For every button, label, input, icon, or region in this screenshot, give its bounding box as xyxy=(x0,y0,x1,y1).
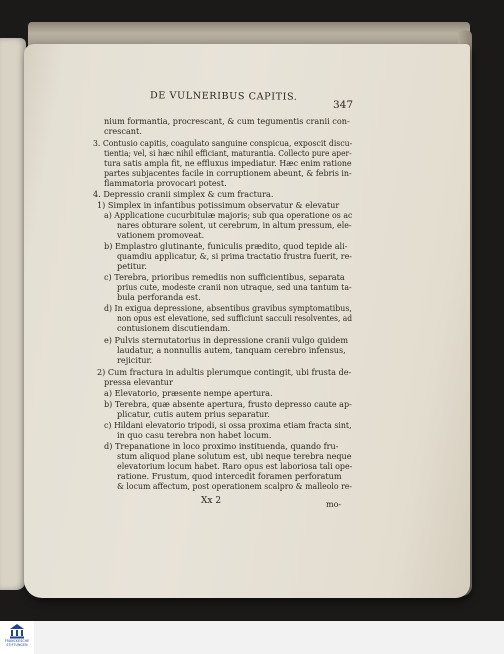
text-line: e) Pulvis sternutatorius in depressione cranii vulgo quidem xyxy=(104,335,349,345)
text-line: c) Terebra, prioribus remediis non sufficientibus, separata xyxy=(104,272,345,282)
text-line: a) Elevatorio, præsente nempe apertura. xyxy=(104,388,273,398)
text-line: bula perforanda est. xyxy=(117,292,201,302)
viewer-bottom-bar xyxy=(0,621,504,654)
running-head: DE VULNERIBUS CAPITIS. xyxy=(149,90,298,103)
text-line: 3. Contusio capitis, coagulato sanguine conspicua, exposcit discu- xyxy=(93,138,353,148)
text-line: nium formantia, procrescant, & cum tegumentis cranii con- xyxy=(104,116,350,126)
text-line: non opus est elevatione, sed sufficiunt sacculi resolventes, ad xyxy=(117,313,353,323)
text-line: prius cute, modeste cranii non utraque, sed una tantum ta- xyxy=(117,282,352,292)
library-logo-text xyxy=(2,640,32,647)
text-line: pressa elevantur xyxy=(104,377,173,387)
text-line: in quo casu terebra non habet locum. xyxy=(117,430,272,440)
text-line: plicatur, cutis autem prius separatur. xyxy=(117,409,270,419)
text-line: 1) Simplex in infantibus potissimum observatur & elevatur xyxy=(97,200,340,210)
text-line: contusionem discutiendam. xyxy=(117,323,231,333)
library-logo xyxy=(0,621,34,654)
text-line: & locum affectum, post operationem scalpro & malleolo re- xyxy=(117,481,353,491)
text-line: d) Trepanatione in loco proximo instituenda, quando fru- xyxy=(104,441,339,451)
logo-text-line: FRANCKESCHE xyxy=(4,639,30,643)
logo-text-line: STIFTUNGEN xyxy=(6,642,28,647)
page-number: 347 xyxy=(333,99,354,111)
text-line: flammatoria provocari potest. xyxy=(104,178,227,188)
catchword: mo- xyxy=(326,500,342,509)
text-line: stum aliquod plane solutum est, ubi neque terebra neque xyxy=(117,451,352,461)
text-line: elevatorium locum habet. Raro opus est laboriosa tali ope- xyxy=(117,461,353,471)
text-line: 2) Cum fractura in adultis plerumque contingit, ubi frusta de- xyxy=(97,367,352,377)
text-line: d) In exigua depressione, absentibus gravibus symptomatibus, xyxy=(104,303,352,313)
text-line: ratione. Frustum, quod intercedit foramen perforatum xyxy=(117,471,342,481)
building-icon xyxy=(9,624,25,639)
text-line: 4. Depressio cranii simplex & cum fractura. xyxy=(93,189,274,199)
text-line: quamdiu applicatur, &, si prima tractatio frustra fuerit, re- xyxy=(117,251,352,261)
text-line: nares obturare solent, ut cerebrum, in altum pressum, ele- xyxy=(117,220,352,230)
text-line: laudatur, a nonnullis autem, tanquam cerebro infensus, xyxy=(117,345,346,355)
text-line: a) Applicatione cucurbitulæ majoris; sub qua operatione os ac xyxy=(104,210,353,220)
text-line: b) Terebra, quæ absente apertura, frusto depresso caute ap- xyxy=(104,399,352,409)
text-line: b) Emplastro glutinante, funiculis prædito, quod tepide ali- xyxy=(104,241,348,251)
text-line: crescant. xyxy=(104,126,142,136)
text-line: rejicitur. xyxy=(117,355,153,365)
text-line: partes subjacentes facile in corruptionem abeunt, & febris in- xyxy=(104,168,352,178)
text-line: tientia; vel, si hæc nihil efficiant, maturantia. Collecto pure aper- xyxy=(104,148,352,158)
text-line: vationem promoveat. xyxy=(117,230,205,240)
text-line: c) Hildani elevatorio tripodi, si ossa proxima etiam fracta sint, xyxy=(104,420,352,430)
text-line: tura satis ampla fit, ne effluxus impediatur. Hæc enim ratione xyxy=(104,158,352,168)
signature-mark: Xx 2 xyxy=(201,496,222,506)
text-line: petitur. xyxy=(117,261,147,271)
